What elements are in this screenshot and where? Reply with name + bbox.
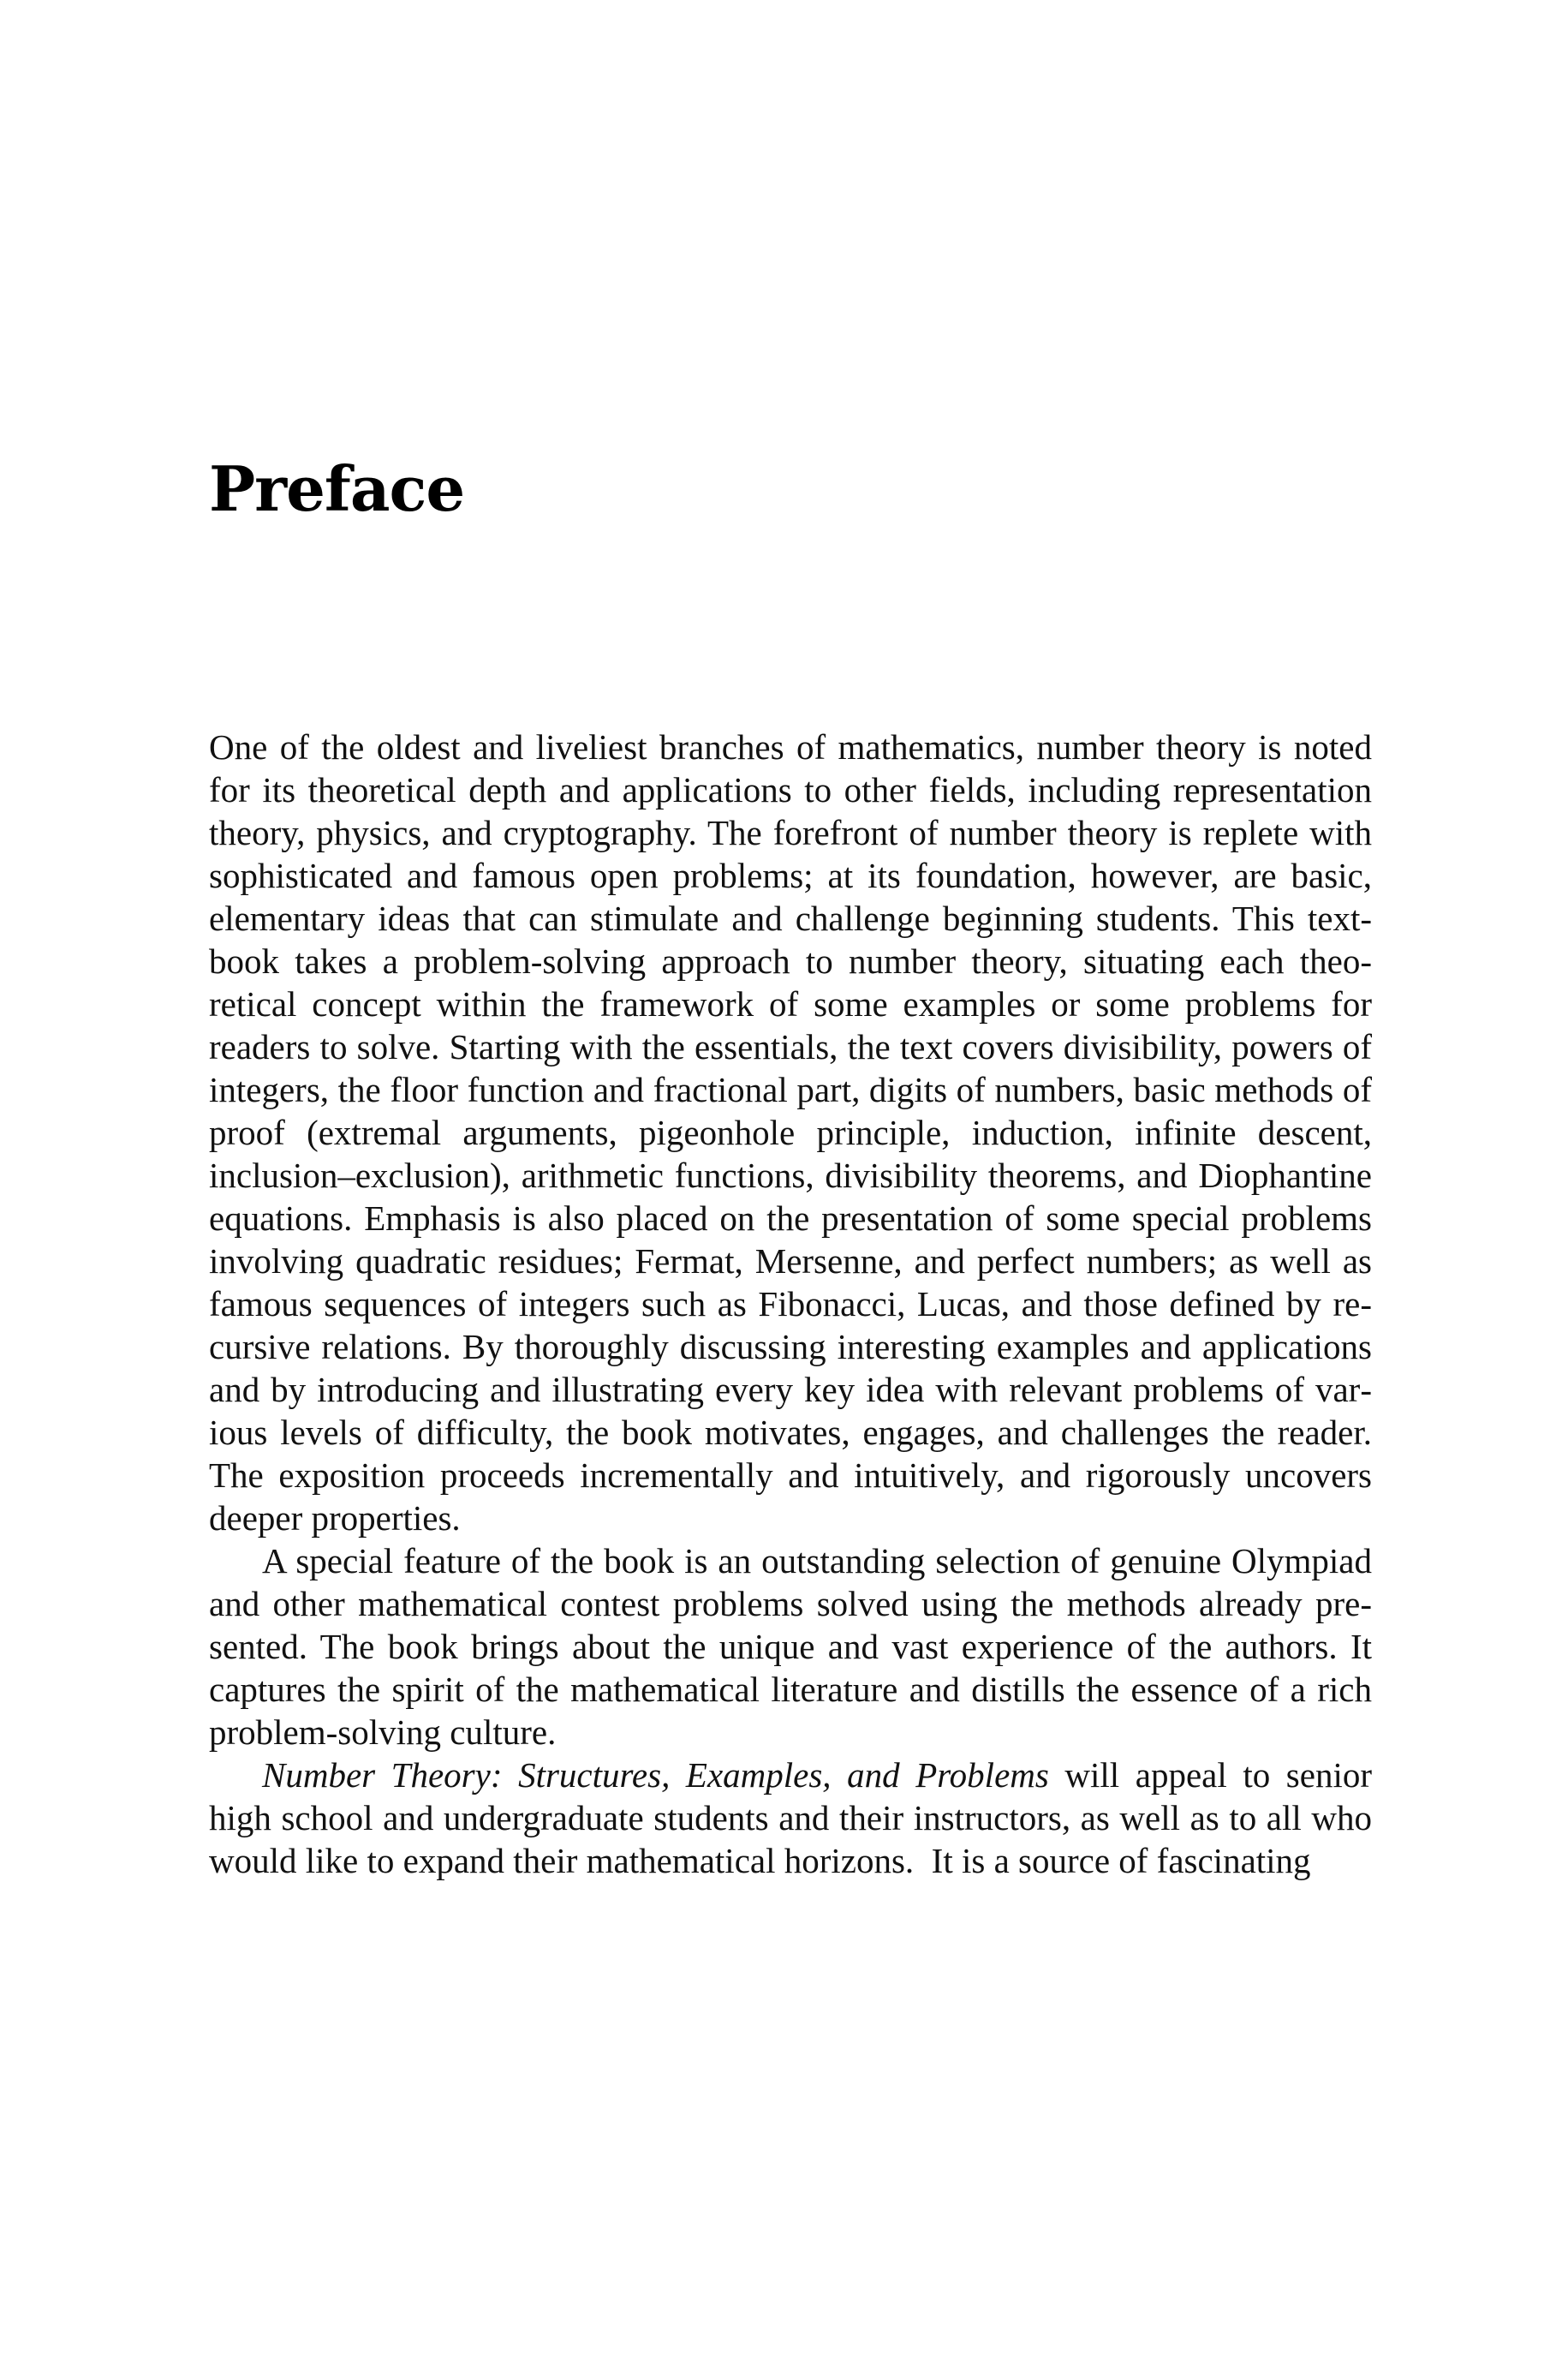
preface-body <box>209 726 1372 1882</box>
paragraph-1: One of the oldest and liveliest branches of mathematics, number theory is noted for its theoretical depth and applications to other fields, including representation theory, physics, and cryptography. The forefront of number theory is replete with sophisticated and famous open problems; at its foundation, however, are basic, elementary ideas that can stimulate and challenge beginning students. This textbook takes a problem-solving approach to number theory, situating each theoretical concept within the framework of some examples or some problems for readers to solve. Starting with the essentials, the text covers divisibility, powers of integers, the floor function and fractional part, digits of numbers, basic methods of proof (extremal arguments, pigeonhole principle, induction, infinite descent, inclusion–exclusion), arithmetic functions, divisibility theorems, and Diophantine equations. Emphasis is also placed on the presentation of some special problems involving quadratic residues; Fermat, Mersenne, and perfect numbers; as well as famous sequences of integers such as Fibonacci, Lucas, and those defined by recursive relations. By thoroughly discussing interesting examples and applications and by introducing and illustrating every key idea with relevant problems of various levels of difficulty, the book motivates, engages, and challenges the reader. The exposition proceeds incrementally and intuitively, and rigorously uncovers deeper properties. <box>209 727 1372 1538</box>
paragraph-3 <box>209 1754 1372 1882</box>
paragraph-2: A special feature of the book is an outstanding selection of genuine Olympiad and other mathematical contest problems solved using the methods already presented. The book brings about the unique and vast experience of the authors. It captures the spirit of the mathematical literature and distills the essence of a rich problem-solving culture. <box>209 1541 1372 1752</box>
book-title: Number Theory: Structures, Examples, and Problems <box>262 1755 1049 1795</box>
page-title: Preface <box>209 452 465 525</box>
paragraph-3-text: will appeal to senior high school and undergraduate students and their instructors, as well as to all who would like to expand their mathematical horizons. It is a source of fascinating <box>209 1755 1372 1880</box>
